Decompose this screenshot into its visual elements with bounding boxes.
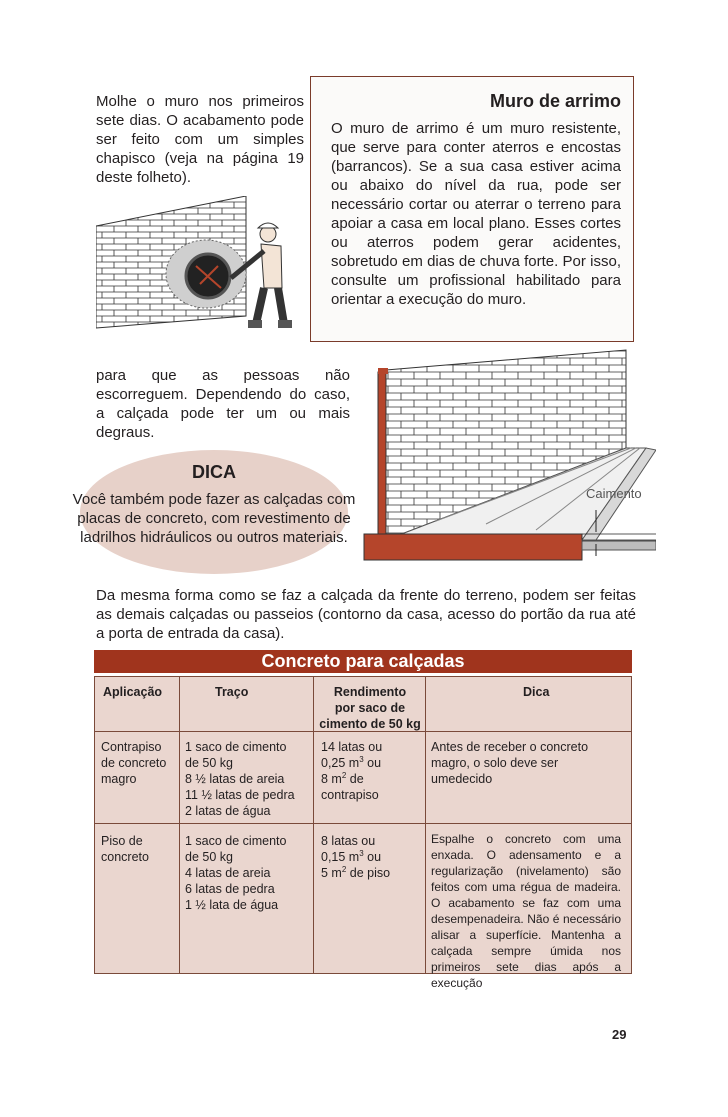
dica-text: Você também pode fazer as calçadas com placas de concreto, com revestimento de ladrilhos hidráulicos ou outros materiais. [72, 491, 356, 546]
muro-body: O muro de arrimo é um muro resistente, que serve para conter aterros e encostas (barrancos). Se a sua casa estiver acima ou abaixo do nível da rua, pode ser necessário cortar ou aterrar o terreno para apoiar a casa em local plano. Esses cortes ou aterros podem gerar acidentes, sobretudo em dias de chuva forte. Por isso, consulte um profissional habilitado para orientar a execução do muro. [331, 120, 621, 308]
middle-paragraph: para que as pessoas não escorreguem. Dependendo do caso, a calçada pode ter um ou mais degraus. [96, 367, 350, 441]
header-traco: Traço [215, 685, 249, 699]
table-row-2-rendimento: 8 latas ou 0,15 $m^3$ ou 5 $m^2$ de piso [321, 834, 391, 880]
table-title: Concreto para calçadas [94, 650, 632, 673]
caimento-label: Caimento [586, 486, 642, 501]
table-row-1-aplicacao: Contrapiso de concreto magro [101, 740, 167, 786]
page-number: 29 [612, 1027, 627, 1042]
sidewalk-diagram [356, 344, 656, 570]
table-row-1-dica: Antes de receber o concreto magro, o solo deve ser umedecido [431, 740, 589, 786]
header-dica: Dica [523, 685, 550, 699]
table-row-1-rendimento: 14 latas ou 0,25 $m^3$ ou 8 $m^2$ de contrapiso [321, 740, 383, 802]
table-row-1-traco: 1 saco de cimento de 50 kg 8 ½ latas de areia 11 ½ latas de pedra 2 latas de água [185, 740, 295, 818]
muro-title: Muro de arrimo [489, 91, 621, 111]
concreto-table [94, 676, 632, 990]
muro-de-arrimo-box [310, 76, 634, 342]
intro-paragraph: Molhe o muro nos primeiros sete dias. O acabamento pode ser feito com um simples chapisco (veja na página 19 deste folheto). [96, 93, 304, 186]
bottom-paragraph: Da mesma forma como se faz a calçada da frente do terreno, podem ser feitas as demais calçadas ou passeios (contorno da casa, acesso do portão da rua até a porta de entrada da casa). [96, 587, 636, 642]
dica-callout [72, 450, 356, 574]
header-aplicacao: Aplicação [103, 685, 163, 699]
header-rendimento: Rendimento por saco de cimento de 50 kg [319, 685, 421, 731]
worker-wall-illustration [96, 196, 306, 336]
table-row-2-traco: 1 saco de cimento de 50 kg 4 latas de areia 6 latas de pedra 1 ½ lata de água [185, 834, 287, 912]
table-row-2-dica: Espalhe o concreto com uma enxada. O adensamento e a regularização (nivelamento) são feitos com uma régua de madeira. O acabamento se faz com uma desempenadeira. Não é necessário alisar a superfície. Mantenha a calçada sempre úmida nos primeiros sete dias após a execução [431, 832, 621, 990]
dica-title: DICA [192, 462, 236, 482]
table-row-2-aplicacao: Piso de concreto [101, 834, 149, 864]
